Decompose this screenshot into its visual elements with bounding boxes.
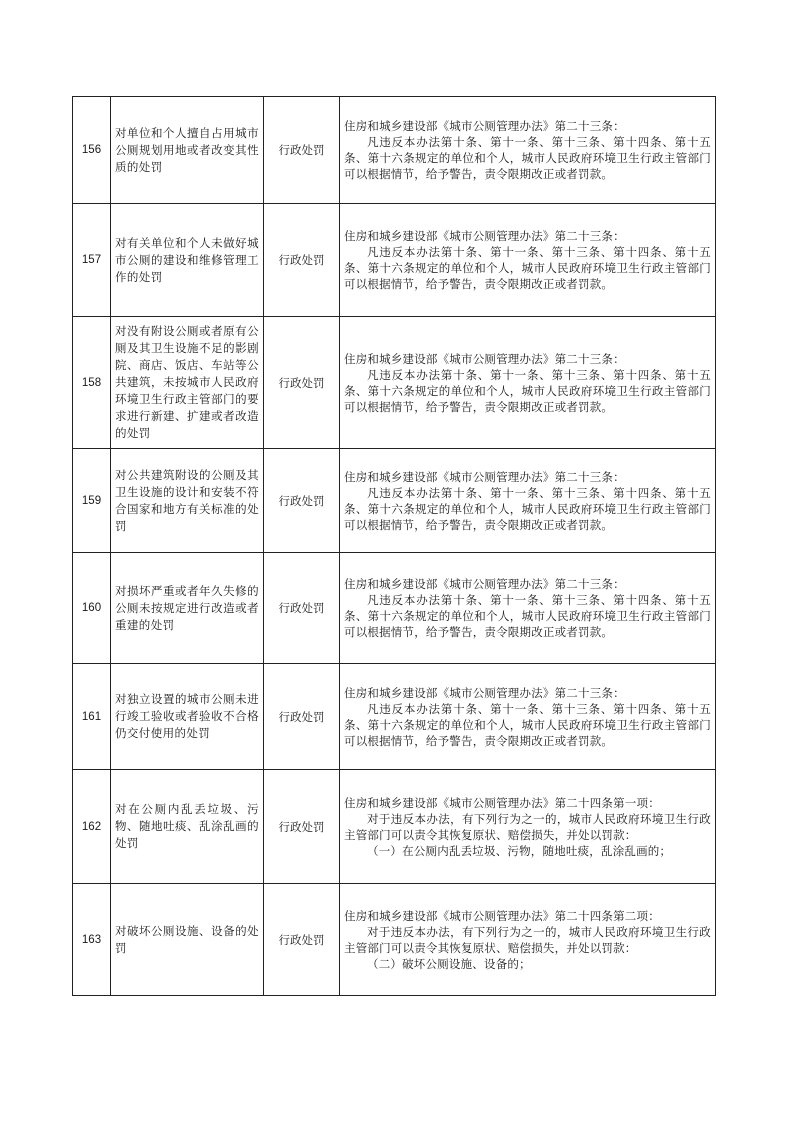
- legal-basis: [340, 204, 716, 317]
- penalty-type: 行政处罚: [264, 317, 340, 449]
- basis-body: 对于违反本办法，有下列行为之一的，城市人民政府环境卫生行政主管部门可以责令其恢复原状、赔偿损失，并处以罚款：: [344, 811, 711, 842]
- row-number: 157: [73, 204, 111, 317]
- penalty-item: 对破坏公厕设施、设备的处罚: [111, 884, 264, 996]
- row-number: 162: [73, 770, 111, 884]
- table-row: [73, 317, 716, 449]
- basis-title: 住房和城乡建设部《城市公厕管理办法》第二十三条：: [344, 119, 625, 133]
- legal-basis: [340, 664, 716, 770]
- legal-basis: [340, 553, 716, 664]
- legal-basis: [340, 449, 716, 553]
- penalty-item: 对损坏严重或者年久失修的公厕未按规定进行改造或者重建的处罚: [111, 553, 264, 664]
- row-number: 160: [73, 553, 111, 664]
- penalty-item: 对独立设置的城市公厕未进行竣工验收或者验收不合格仍交付使用的处罚: [111, 664, 264, 770]
- row-number: 161: [73, 664, 111, 770]
- basis-body: 凡违反本办法第十条、第十一条、第十三条、第十四条、第十五条、第十六条规定的单位和个人，城市人民政府环境卫生行政主管部门可以根据情节，给予警告，责令限期改正或者罚款。: [344, 245, 711, 291]
- penalty-type: 行政处罚: [264, 204, 340, 317]
- basis-title: 住房和城乡建设部《城市公厕管理办法》第二十四条第一项：: [344, 795, 660, 810]
- basis-body: 凡违反本办法第十条、第十一条、第十三条、第十四条、第十五条、第十六条规定的单位和个人，城市人民政府环境卫生行政主管部门可以根据情节，给予警告，责令限期改正或者罚款。: [344, 593, 711, 639]
- basis-title: 住房和城乡建设部《城市公厕管理办法》第二十三条：: [344, 685, 625, 700]
- penalty-type: 行政处罚: [264, 97, 340, 204]
- penalty-item: 对公共建筑附设的公厕及其卫生设施的设计和安装不符合国家和地方有关标准的处罚: [111, 449, 264, 553]
- table-row: [73, 884, 716, 996]
- row-number: 159: [73, 449, 111, 553]
- table-row: [73, 97, 716, 204]
- penalty-item: 对没有附设公厕或者原有公厕及其卫生设施不足的影剧院、商店、饭店、车站等公共建筑，未按城市人民政府环境卫生行政主管部门的要求进行新建、扩建或者改造的处罚: [111, 317, 264, 449]
- penalty-type: 行政处罚: [264, 553, 340, 664]
- penalty-type: 行政处罚: [264, 770, 340, 884]
- basis-body: 凡违反本办法第十条、第十一条、第十三条、第十四条、第十五条、第十六条规定的单位和个人，城市人民政府环境卫生行政主管部门可以根据情节，给予警告，责令限期改正或者罚款。: [344, 485, 711, 532]
- row-number: 158: [73, 317, 111, 449]
- penalty-type: 行政处罚: [264, 664, 340, 770]
- basis-body: 凡违反本办法第十条、第十一条、第十三条、第十四条、第十五条、第十六条规定的单位和个人，城市人民政府环境卫生行政主管部门可以根据情节，给予警告，责令限期改正或者罚款。: [344, 701, 711, 748]
- penalty-table: [72, 96, 716, 996]
- penalty-item: 对单位和个人擅自占用城市公厕规划用地或者改变其性质的处罚: [111, 97, 264, 204]
- basis-title: 住房和城乡建设部《城市公厕管理办法》第二十三条：: [344, 577, 625, 591]
- basis-clause: （一）在公厕内乱丢垃圾、污物，随地吐痰，乱涂乱画的；: [367, 843, 672, 858]
- legal-basis: [340, 317, 716, 449]
- basis-title: 住房和城乡建设部《城市公厕管理办法》第二十三条：: [344, 351, 625, 366]
- basis-body: 对于违反本办法，有下列行为之一的，城市人民政府环境卫生行政主管部门可以责令其恢复原状、赔偿损失，并处以罚款：: [344, 924, 711, 955]
- legal-basis: [340, 770, 716, 884]
- legal-basis: [340, 97, 716, 204]
- basis-body: 凡违反本办法第十条、第十一条、第十三条、第十四条、第十五条、第十六条规定的单位和个人，城市人民政府环境卫生行政主管部门可以根据情节，给予警告，责令限期改正或者罚款。: [344, 135, 711, 181]
- penalty-type: 行政处罚: [264, 884, 340, 996]
- basis-body: 凡违反本办法第十条、第十一条、第十三条、第十四条、第十五条、第十六条规定的单位和个人，城市人民政府环境卫生行政主管部门可以根据情节，给予警告，责令限期改正或者罚款。: [344, 367, 711, 414]
- table-row: [73, 449, 716, 553]
- penalty-item: 对在公厕内乱丢垃圾、污物、随地吐痰、乱涂乱画的处罚: [111, 770, 264, 884]
- table-row: [73, 770, 716, 884]
- table-row: [73, 553, 716, 664]
- penalty-type: 行政处罚: [264, 449, 340, 553]
- table-row: [73, 204, 716, 317]
- table-row: [73, 664, 716, 770]
- basis-title: 住房和城乡建设部《城市公厕管理办法》第二十三条：: [344, 469, 625, 484]
- row-number: 163: [73, 884, 111, 996]
- penalty-item: 对有关单位和个人未做好城市公厕的建设和维修管理工作的处罚: [111, 204, 264, 317]
- basis-clause: （二）破坏公厕设施、设备的；: [367, 956, 531, 971]
- basis-title: 住房和城乡建设部《城市公厕管理办法》第二十三条：: [344, 229, 625, 243]
- basis-title: 住房和城乡建设部《城市公厕管理办法》第二十四条第二项：: [344, 908, 660, 923]
- row-number: 156: [73, 97, 111, 204]
- legal-basis: [340, 884, 716, 996]
